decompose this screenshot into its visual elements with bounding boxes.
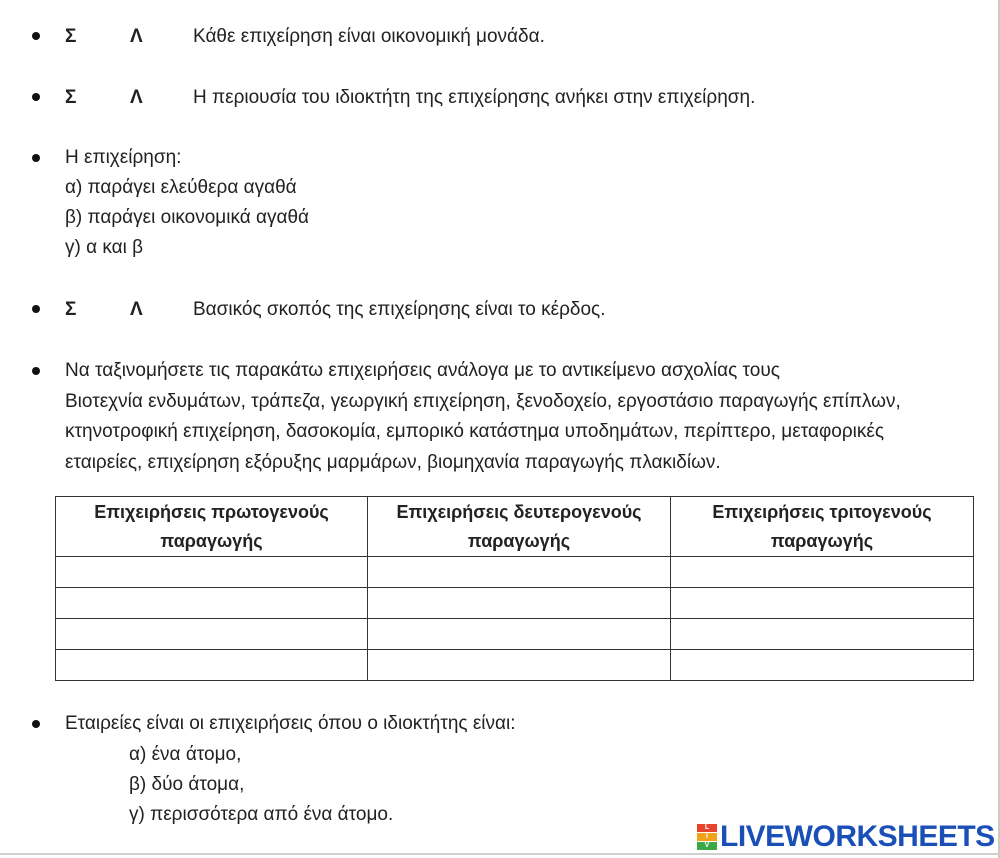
answer-cell[interactable]	[56, 588, 368, 619]
bullet-icon	[32, 720, 40, 728]
answer-cell[interactable]	[671, 650, 974, 681]
false-option[interactable]: Λ	[130, 26, 143, 47]
logo-text: LIVEWORKSHEETS	[720, 820, 995, 853]
bullet-icon	[32, 154, 40, 162]
table-row	[56, 650, 974, 681]
answer-cell[interactable]	[671, 588, 974, 619]
option-c[interactable]: γ) α και β	[65, 237, 144, 258]
header-secondary: Επιχειρήσεις δευτερογενούς παραγωγής	[368, 497, 671, 557]
answer-cell[interactable]	[368, 619, 671, 650]
answer-cell[interactable]	[56, 619, 368, 650]
option-b[interactable]: β) δύο άτομα,	[129, 774, 245, 795]
table-row	[56, 557, 974, 588]
business-list-line: εταιρείες, επιχείρηση εξόρυξης μαρμάρων, βιομηχανία παραγωγής πλακιδίων.	[65, 452, 721, 473]
bullet-icon	[32, 367, 40, 375]
business-list-line: Βιοτεχνία ενδυμάτων, τράπεζα, γεωργική επιχείρηση, ξενοδοχείο, εργοστάσιο παραγωγής επίπλων,	[65, 391, 901, 412]
answer-cell[interactable]	[671, 619, 974, 650]
answer-cell[interactable]	[56, 557, 368, 588]
statement-text: Βασικός σκοπός της επιχείρησης είναι το κέρδος.	[193, 299, 606, 320]
false-option[interactable]: Λ	[130, 87, 143, 108]
option-b[interactable]: β) παράγει οικονομικά αγαθά	[65, 207, 310, 228]
answer-cell[interactable]	[368, 557, 671, 588]
answer-cell[interactable]	[368, 650, 671, 681]
option-a[interactable]: α) παράγει ελεύθερα αγαθά	[65, 177, 297, 198]
question-prompt: Εταιρείες είναι οι επιχειρήσεις όπου ο ιδιοκτήτης είναι:	[65, 713, 516, 734]
table-header-row	[56, 497, 974, 557]
statement-text: Η περιουσία του ιδιοκτήτη της επιχείρησης ανήκει στην επιχείρηση.	[193, 87, 756, 108]
answer-cell[interactable]	[368, 588, 671, 619]
bullet-icon	[32, 305, 40, 313]
question-prompt: Να ταξινομήσετε τις παρακάτω επιχειρήσεις ανάλογα με το αντικείμενο ασχολίας τους	[65, 360, 780, 381]
true-option[interactable]: Σ	[65, 87, 77, 108]
liveworksheets-logo	[697, 820, 995, 854]
header-tertiary: Επιχειρήσεις τριτογενούς παραγωγής	[671, 497, 974, 557]
true-option[interactable]: Σ	[65, 26, 77, 47]
business-list-line: κτηνοτροφική επιχείρηση, δασοκομία, εμπορικό κατάστημα υποδημάτων, περίπτερο, μεταφορικές	[65, 421, 884, 442]
false-option[interactable]: Λ	[130, 299, 143, 320]
bullet-icon	[32, 32, 40, 40]
bullet-icon	[32, 93, 40, 101]
option-c[interactable]: γ) περισσότερα από ένα άτομο.	[129, 804, 394, 825]
true-option[interactable]: Σ	[65, 299, 77, 320]
classification-table	[55, 496, 974, 681]
table-row	[56, 619, 974, 650]
option-a[interactable]: α) ένα άτομο,	[129, 744, 242, 765]
logo-blocks-icon: L I V	[697, 824, 717, 851]
question-prompt: Η επιχείρηση:	[65, 147, 182, 168]
table-row	[56, 588, 974, 619]
answer-cell[interactable]	[56, 650, 368, 681]
statement-text: Κάθε επιχείρηση είναι οικονομική μονάδα.	[193, 26, 545, 47]
answer-cell[interactable]	[671, 557, 974, 588]
header-primary: Επιχειρήσεις πρωτογενούς παραγωγής	[56, 497, 368, 557]
